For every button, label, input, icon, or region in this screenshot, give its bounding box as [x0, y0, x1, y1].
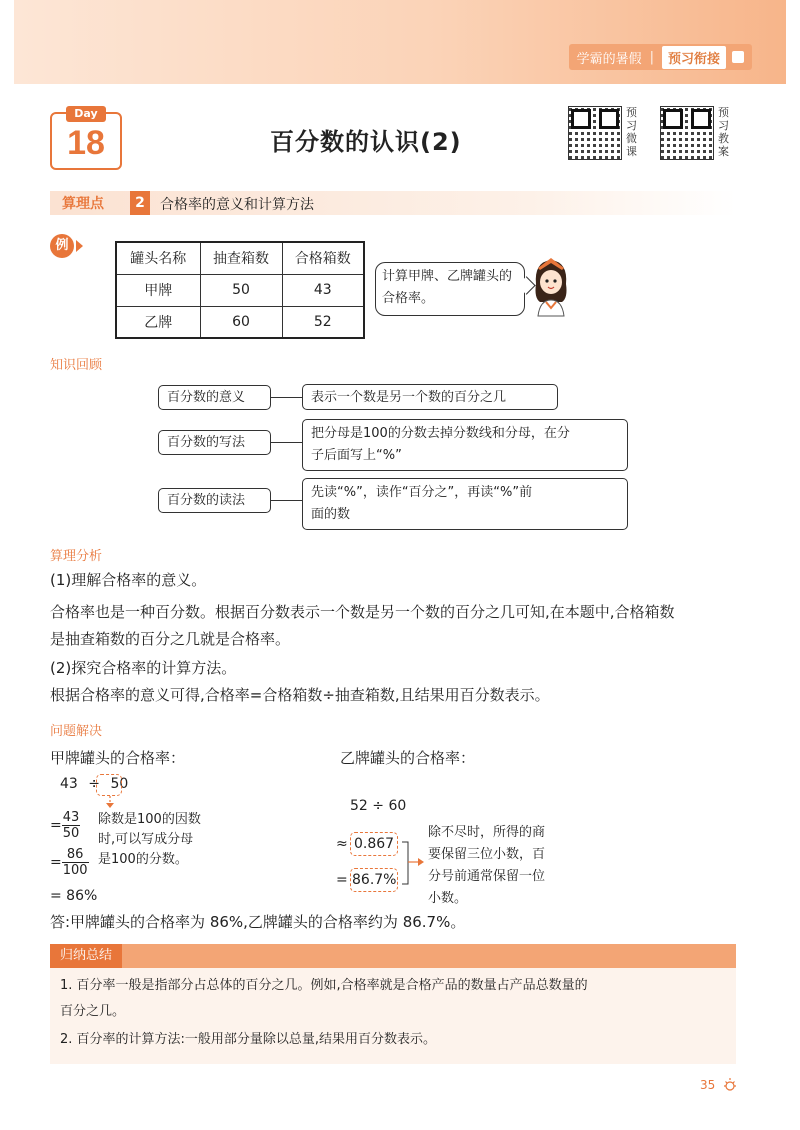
review-term: 百分数的意义	[158, 385, 271, 410]
table-cell: 43	[282, 274, 364, 306]
note-line: 时,可以写成分母	[98, 832, 194, 847]
note-line: 除数是100的因数	[98, 812, 201, 827]
arrow-down-icon	[100, 796, 124, 810]
qr-code-icon[interactable]	[660, 106, 714, 160]
divisor-highlight	[96, 774, 122, 796]
table-cell: 乙牌	[116, 306, 200, 338]
summary-box	[50, 968, 736, 1064]
review-desc-line: 子后面写上“%”	[311, 448, 402, 463]
right-expression: 52 ÷ 60	[350, 798, 407, 814]
equals-sign: =	[336, 872, 348, 888]
left-step-2: = $\frac{86}{100}$	[50, 847, 88, 878]
note-line: 要保留三位小数，百	[428, 847, 546, 862]
note-line: 分号前通常保留一位	[428, 869, 546, 884]
left-result: = 86%	[50, 888, 98, 904]
table-row	[116, 306, 364, 338]
review-desc-line: 面的数	[311, 507, 351, 522]
table-header: 合格箱数	[282, 242, 364, 274]
qr-label-1: 预习微课	[626, 106, 637, 158]
right-title: 乙牌罐头的合格率：	[340, 749, 476, 767]
dividend: 43	[60, 776, 78, 792]
right-approx-2: 86.7%	[352, 872, 397, 888]
qr-label-2: 预习教案	[718, 106, 729, 158]
table-header-row	[116, 242, 364, 274]
connector-line	[271, 500, 302, 501]
review-desc: 表示一个数是另一个数的百分之几	[302, 384, 558, 410]
section-label: 算理点	[62, 196, 104, 212]
arrow-right-icon	[76, 240, 83, 252]
review-heading: 知识回顾	[50, 358, 103, 373]
review-term: 百分数的写法	[158, 430, 271, 455]
numerator: 43	[62, 810, 80, 825]
divide-sign: ÷	[88, 776, 101, 792]
section-title: 合格率的意义和计算方法	[160, 197, 314, 213]
summary-line: 百分之几。	[60, 1004, 126, 1019]
analysis-heading: 算理分析	[50, 549, 103, 564]
table-cell: 50	[200, 274, 282, 306]
data-table	[115, 241, 365, 339]
review-term: 百分数的读法	[158, 488, 271, 513]
qr-code-icon[interactable]	[568, 106, 622, 160]
numerator: 86	[62, 847, 89, 863]
left-title: 甲牌罐头的合格率：	[50, 749, 186, 767]
note-line: 是100的分数。	[98, 852, 188, 867]
divisor: 50	[110, 776, 129, 792]
review-desc-line: 把分母是100的分数去掉分数线和分母，在分	[311, 426, 570, 441]
denominator: 100	[62, 863, 88, 878]
solution-heading: 问题解决	[50, 724, 103, 739]
section-bar	[50, 191, 736, 215]
summary-line: 2. 百分率的计算方法:一般用部分量除以总量,结果用百分数表示。	[60, 1032, 437, 1047]
day-number: 18	[67, 124, 105, 162]
answer-line: 答:甲牌罐头的合格率为 86%,乙牌罐头的合格率约为 86.7%。	[50, 913, 466, 931]
table-cell: 60	[200, 306, 282, 338]
speech-bubble: 计算甲牌、乙牌罐头的合格率。	[375, 262, 525, 316]
analysis-line: (2)探究合格率的计算方法。	[50, 659, 237, 677]
fraction	[62, 810, 81, 841]
approx-sign: ≈	[336, 836, 348, 852]
analysis-line: 合格率也是一种百分数。根据百分数表示一个数是另一个数的百分之几可知,在本题中,合格箱数	[50, 603, 675, 621]
summary-heading: 归纳总结	[50, 944, 122, 968]
fraction	[62, 847, 89, 878]
section-number: 2	[130, 191, 150, 215]
right-note	[428, 822, 545, 910]
right-approx-1: 0.867	[354, 836, 395, 852]
table-cell: 甲牌	[116, 274, 200, 306]
top-banner	[14, 0, 786, 84]
series-tag-left: 学霸的暑假	[576, 51, 642, 67]
girl-illustration-icon	[528, 254, 574, 324]
bracket-arrow-icon	[400, 840, 426, 890]
flag-icon	[732, 51, 744, 63]
day-label: Day	[66, 106, 106, 122]
connector-line	[271, 442, 302, 443]
note-line: 除不尽时，所得的商	[428, 825, 546, 840]
page-number: 35	[700, 1078, 716, 1092]
review-desc	[302, 419, 628, 471]
table-header: 罐头名称	[116, 242, 200, 274]
page-title: 百分数的认识(2)	[270, 128, 462, 156]
analysis-line: 根据合格率的意义可得,合格率=合格箱数÷抽查箱数,且结果用百分数表示。	[50, 686, 550, 704]
table-row	[116, 274, 364, 306]
separator: |	[649, 49, 654, 65]
denominator: 50	[62, 826, 80, 841]
note-line: 小数。	[428, 891, 468, 906]
analysis-line: (1)理解合格率的意义。	[50, 571, 207, 589]
analysis-line: 是抽查箱数的百分之几就是合格率。	[50, 630, 291, 648]
sun-icon	[722, 1076, 738, 1092]
series-tag	[569, 44, 752, 70]
day-badge	[50, 107, 122, 170]
summary-line: 1. 百分率一般是指部分占总体的百分之几。例如,合格率就是合格产品的数量占产品总数量的	[60, 978, 588, 993]
example-icon: 例	[50, 234, 74, 258]
review-desc	[302, 478, 628, 530]
table-header: 抽查箱数	[200, 242, 282, 274]
series-tag-right: 预习衔接	[662, 46, 726, 69]
table-cell: 52	[282, 306, 364, 338]
connector-line	[271, 397, 302, 398]
review-desc-line: 先读“%”，读作“百分之”，再读“%”前	[311, 485, 533, 500]
summary-header	[50, 944, 736, 968]
left-step-1: = $\frac{43}{50}$	[50, 810, 80, 841]
left-note	[98, 810, 201, 870]
